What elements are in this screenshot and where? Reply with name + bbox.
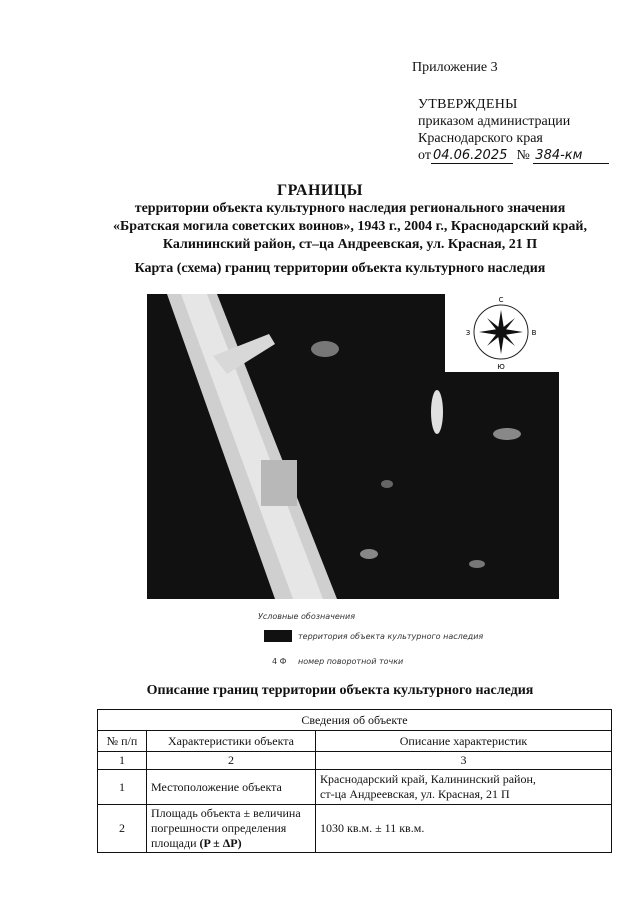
patch: [381, 480, 393, 488]
row-description: [316, 770, 612, 805]
subtitle-line-2: «Братская могила советских воинов», 1943 г., 2004 г., Краснодарский край,: [113, 219, 587, 234]
date-prefix: от: [418, 148, 431, 163]
patch: [431, 390, 443, 434]
number-prefix: №: [516, 148, 530, 163]
document-subtitle: [90, 200, 610, 254]
header-characteristic: Характеристики объекта: [147, 731, 316, 752]
row-description: 1030 кв.м. ± 11 кв.м.: [316, 805, 612, 853]
legend-point-marker: 4 Ф: [272, 657, 287, 666]
table-caption: Сведения об объекте: [98, 710, 612, 731]
handwritten-date: 04.06.2025: [431, 148, 513, 164]
row-characteristic-line: погрешности определения: [151, 821, 287, 835]
table-header-row: [98, 731, 612, 752]
row-characteristic: Местоположение объекта: [147, 770, 316, 805]
row-characteristic-line: Площадь объекта ± величина: [151, 806, 301, 820]
subtitle-line-1: территории объекта культурного наследия регионального значения: [134, 201, 566, 216]
row-characteristic-text: площади: [151, 836, 200, 850]
compass-east: В: [531, 329, 537, 337]
patch: [311, 341, 339, 357]
numbering-cell: 1: [98, 752, 147, 770]
approved-line-2: приказом администрации: [418, 114, 571, 129]
numbering-cell: 3: [316, 752, 612, 770]
legend-territory-swatch: [264, 630, 292, 642]
table-row: [98, 770, 612, 805]
legend-heading: Условные обозначения: [258, 612, 356, 621]
row-number: 1: [98, 770, 147, 805]
row-characteristic: [147, 805, 316, 853]
compass-south: Ю: [497, 363, 505, 371]
patch: [493, 428, 521, 440]
table-caption-row: [98, 710, 612, 731]
row-characteristic-line: [151, 836, 311, 851]
row-number: 2: [98, 805, 147, 853]
row-description-line: Краснодарский край, Калининский район,: [320, 772, 536, 786]
object-info-table: [97, 709, 612, 853]
patch: [360, 549, 378, 559]
table-row: [98, 805, 612, 853]
object-territory: [261, 460, 297, 506]
compass-west: З: [465, 329, 471, 337]
description-title: Описание границ территории объекта культурного наследия: [146, 683, 534, 698]
area-formula: (P ± ΔP): [199, 836, 242, 850]
appendix-label: Приложение 3: [412, 60, 498, 75]
approved-line-3: Краснодарского края: [418, 131, 543, 146]
legend-point-label: номер поворотной точки: [298, 657, 404, 666]
satellite-map: [147, 294, 559, 599]
document-title: ГРАНИЦЫ: [276, 182, 363, 199]
compass-north: С: [498, 296, 504, 304]
map-caption: Карта (схема) границ территории объекта культурного наследия: [134, 261, 546, 276]
header-number: № п/п: [98, 731, 147, 752]
patch: [469, 560, 485, 568]
approved-title: УТВЕРЖДЕНЫ: [418, 97, 518, 112]
handwritten-number: 384-км: [533, 148, 609, 164]
approval-block: [418, 96, 570, 147]
row-description-line: ст-ца Андреевская, ул. Красная, 21 П: [320, 787, 510, 801]
header-description: Описание характеристик: [316, 731, 612, 752]
subtitle-line-3: Калининский район, ст–ца Андреевская, ул. Красная, 21 П: [162, 237, 538, 252]
approval-date-line: [418, 148, 609, 164]
satellite-map-image: [147, 294, 559, 599]
legend-territory-label: территория объекта культурного наследия: [298, 632, 484, 641]
numbering-cell: 2: [147, 752, 316, 770]
table-numbering-row: [98, 752, 612, 770]
